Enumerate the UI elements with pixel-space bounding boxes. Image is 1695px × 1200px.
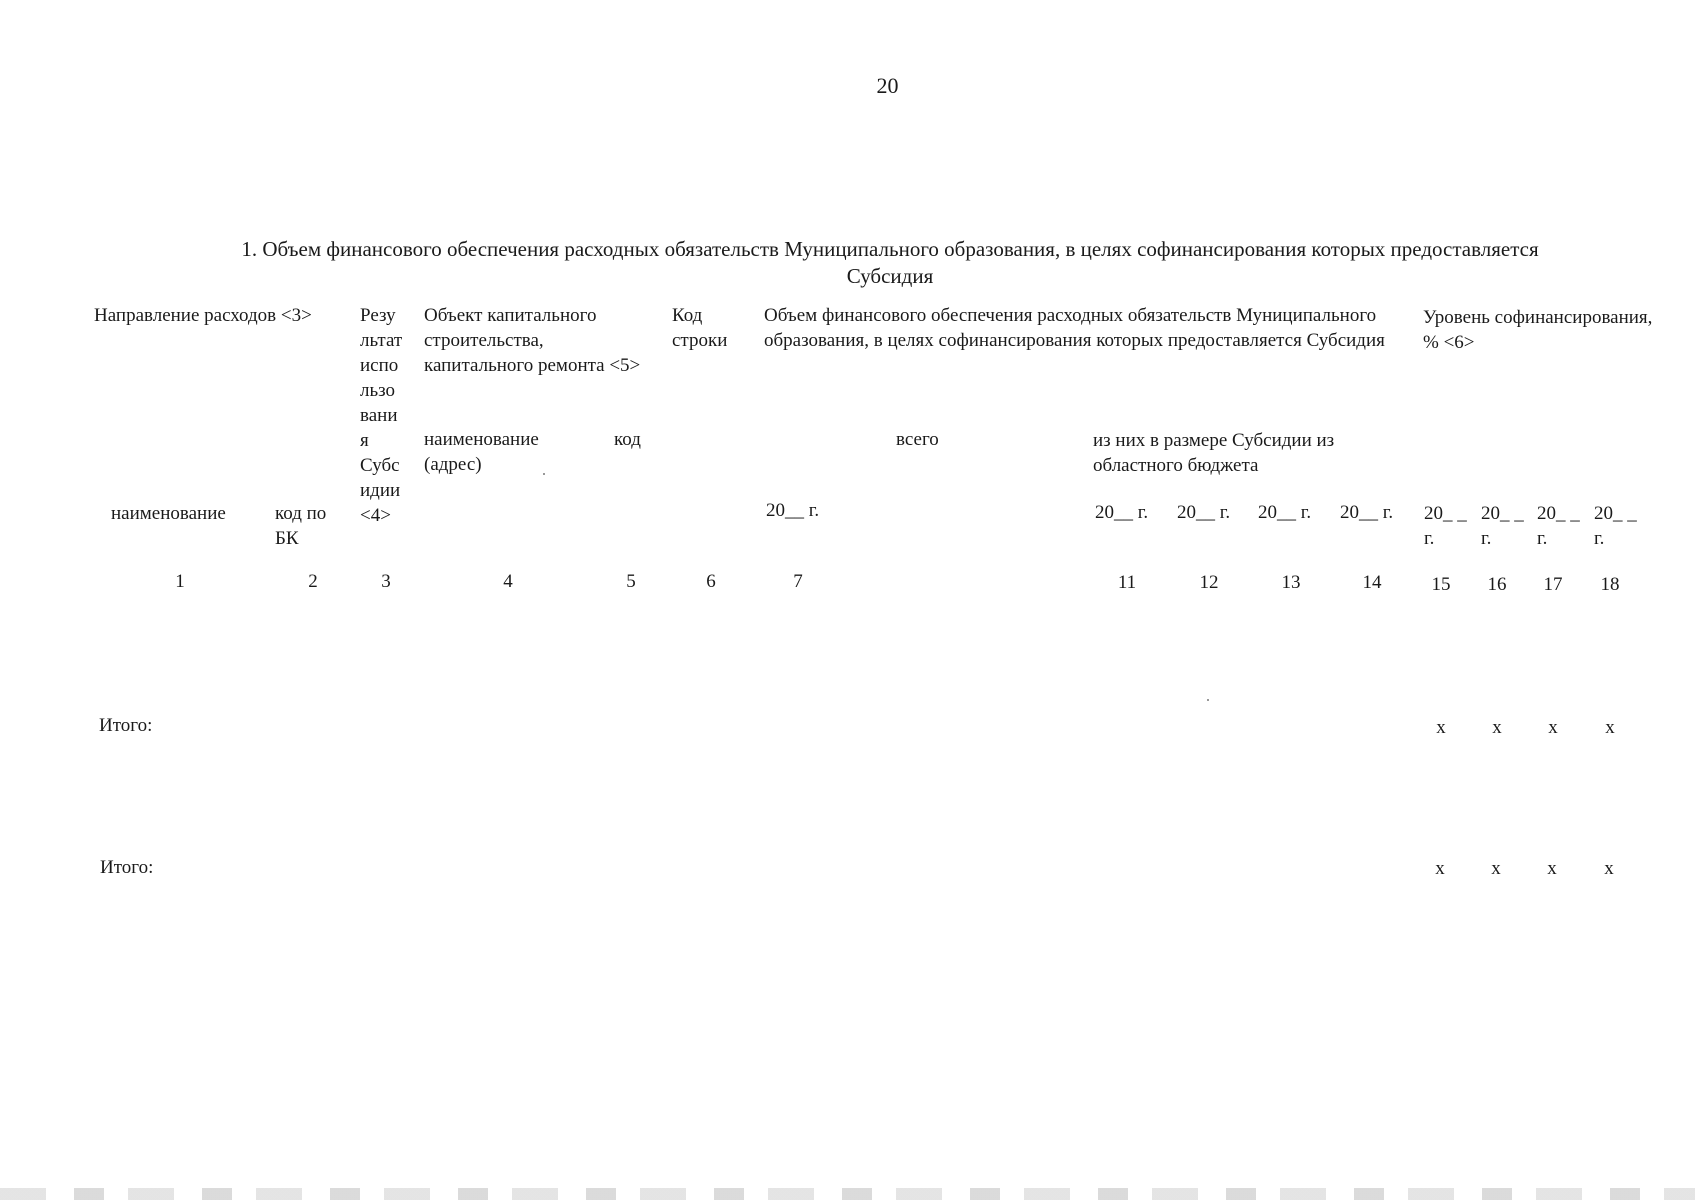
x-mark: x — [1492, 717, 1502, 738]
header-object-code: код — [614, 429, 641, 450]
column-number: 14 — [1362, 572, 1382, 593]
scan-speck — [1207, 699, 1209, 701]
scan-speck — [543, 473, 545, 475]
header-line-code: Код строки — [672, 305, 728, 351]
header-total: всего — [896, 429, 939, 450]
header-object-name: наименование (адрес) — [424, 429, 539, 475]
column-number: 7 — [793, 571, 803, 592]
x-mark: x — [1547, 858, 1557, 879]
column-number: 3 — [381, 571, 391, 592]
column-number: 15 — [1431, 574, 1451, 595]
header-volume: Объем финансового обеспечения расходных обязательств Муниципального образования, в целях софинансирования которых предоставляется Субсидия — [764, 305, 1385, 351]
column-number: 11 — [1117, 572, 1137, 593]
header-object: Объект капитального строительства, капитального ремонта <5> — [424, 305, 641, 376]
column-number: 16 — [1487, 574, 1507, 595]
x-mark: x — [1604, 858, 1614, 879]
column-number: 17 — [1543, 574, 1563, 595]
column-number: 5 — [626, 571, 636, 592]
column-number: 13 — [1281, 572, 1301, 593]
header-year-subsidy-3: 20__ г. — [1258, 502, 1312, 523]
header-year-subsidy-1: 20__ г. — [1095, 502, 1149, 523]
header-level: Уровень софинансирования, % <6> — [1423, 307, 1653, 353]
column-number: 2 — [308, 571, 318, 592]
column-number: 4 — [503, 571, 513, 592]
header-year-level-4: 20_ _ г. — [1594, 503, 1637, 549]
header-year-subsidy-4: 20__ г. — [1340, 502, 1394, 523]
scan-edge-artifact — [0, 1188, 1695, 1200]
header-dir-name: наименование — [111, 503, 226, 524]
x-mark: x — [1491, 858, 1501, 879]
header-dir-bk: код по БК — [275, 503, 327, 549]
column-number: 12 — [1199, 572, 1219, 593]
header-year-level-1: 20_ _ г. — [1424, 503, 1467, 549]
table-title: 1. Объем финансового обеспечения расходных обязательств Муниципального образования, в целях софинансирования которых предоставляется Субсидия — [241, 237, 1539, 288]
x-mark: x — [1436, 717, 1446, 738]
header-result: Резу льтат испо льзо вани я Субс идии <4> — [360, 305, 403, 526]
total-row-label: Итого: — [99, 715, 153, 736]
x-mark: x — [1435, 858, 1445, 879]
page-number: 20 — [876, 73, 899, 98]
x-mark: x — [1548, 717, 1558, 738]
header-direction: Направление расходов <3> — [94, 305, 312, 326]
header-year-subsidy-2: 20__ г. — [1177, 502, 1231, 523]
header-year-total: 20__ г. — [766, 500, 820, 521]
column-number: 1 — [175, 571, 185, 592]
header-year-level-3: 20_ _ г. — [1537, 503, 1580, 549]
header-of-them: из них в размере Субсидии из областного бюджета — [1093, 430, 1335, 476]
column-number: 18 — [1600, 574, 1620, 595]
column-number: 6 — [706, 571, 716, 592]
total-row-label: Итого: — [100, 857, 154, 878]
x-mark: x — [1605, 717, 1615, 738]
header-year-level-2: 20_ _ г. — [1481, 503, 1524, 549]
